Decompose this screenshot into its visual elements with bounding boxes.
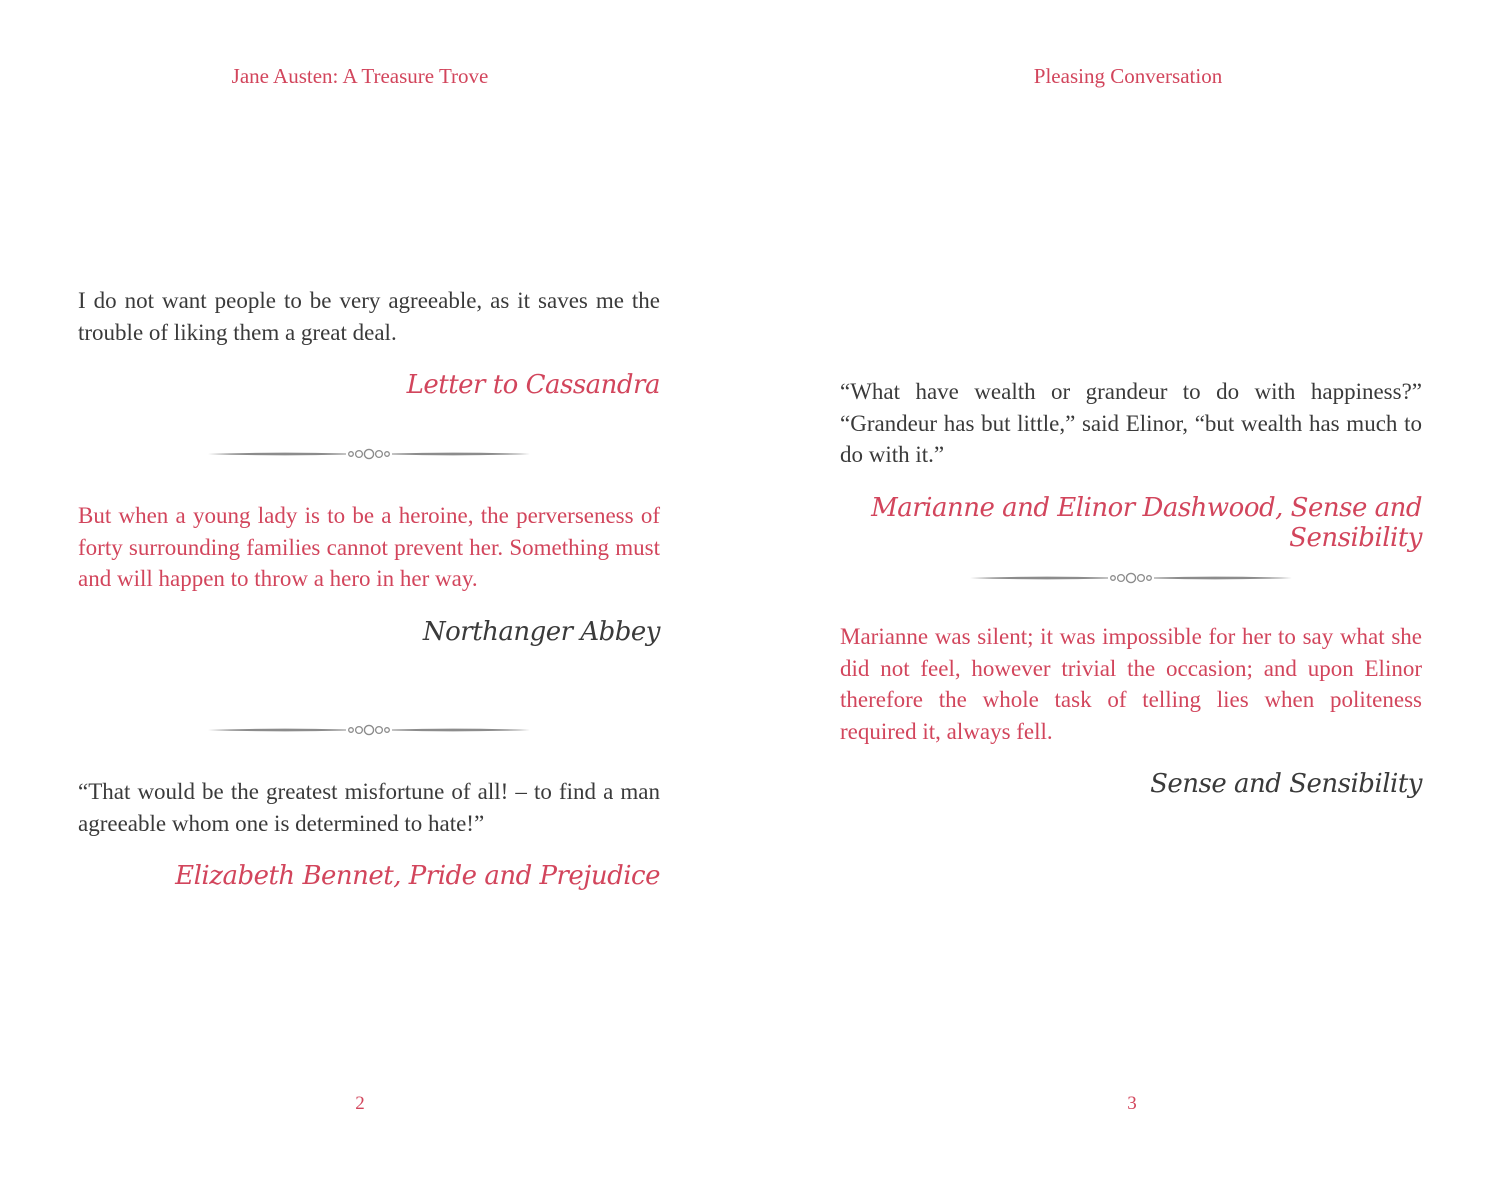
ornament-divider: [970, 571, 1292, 585]
ornament-divider: [208, 723, 530, 737]
quote-source: Letter to Cassandra: [406, 370, 660, 400]
page-number: 3: [1127, 1093, 1137, 1114]
quote-source: Northanger Abbey: [422, 616, 660, 647]
quote-block: [78, 500, 660, 647]
quote-text: I do not want people to be very agreeable, as it saves me the trouble of liking them a great deal.: [78, 288, 660, 345]
running-head: Jane Austen: A Treasure Trove: [231, 64, 489, 88]
quote-source: Sense and Sensibility: [1150, 769, 1422, 799]
quote-block: [840, 376, 1422, 553]
quote-source: Marianne and Elinor Dashwood, Sense and Sensibility: [871, 492, 1422, 553]
ornament-divider: [208, 447, 530, 461]
quote-block: [78, 285, 660, 400]
right-page: [840, 0, 1422, 1179]
quote-text: But when a young lady is to be a heroine, the perverseness of forty surrounding families cannot prevent her. Something must and will happen to throw a hero in her way.: [78, 503, 660, 591]
running-head: Pleasing Conversation: [1033, 64, 1223, 88]
quote-block: [78, 776, 660, 891]
quote-block: [840, 621, 1422, 799]
quote-text: “What have wealth or grandeur to do with happiness?” “Grandeur has but little,” said Elinor, “but wealth has much to do with it.”: [840, 379, 1422, 467]
left-page: [78, 0, 660, 1179]
quote-text: “That would be the greatest misfortune of all! – to find a man agreeable whom one is determined to hate!”: [78, 779, 660, 836]
quote-text: Marianne was silent; it was impossible for her to say what she did not feel, however trivial the occasion; and upon Elinor therefore the whole task of telling lies when politeness required it, always fell.: [840, 624, 1422, 744]
quote-source: Elizabeth Bennet, Pride and Prejudice: [175, 861, 660, 891]
page-number: 2: [355, 1093, 365, 1114]
